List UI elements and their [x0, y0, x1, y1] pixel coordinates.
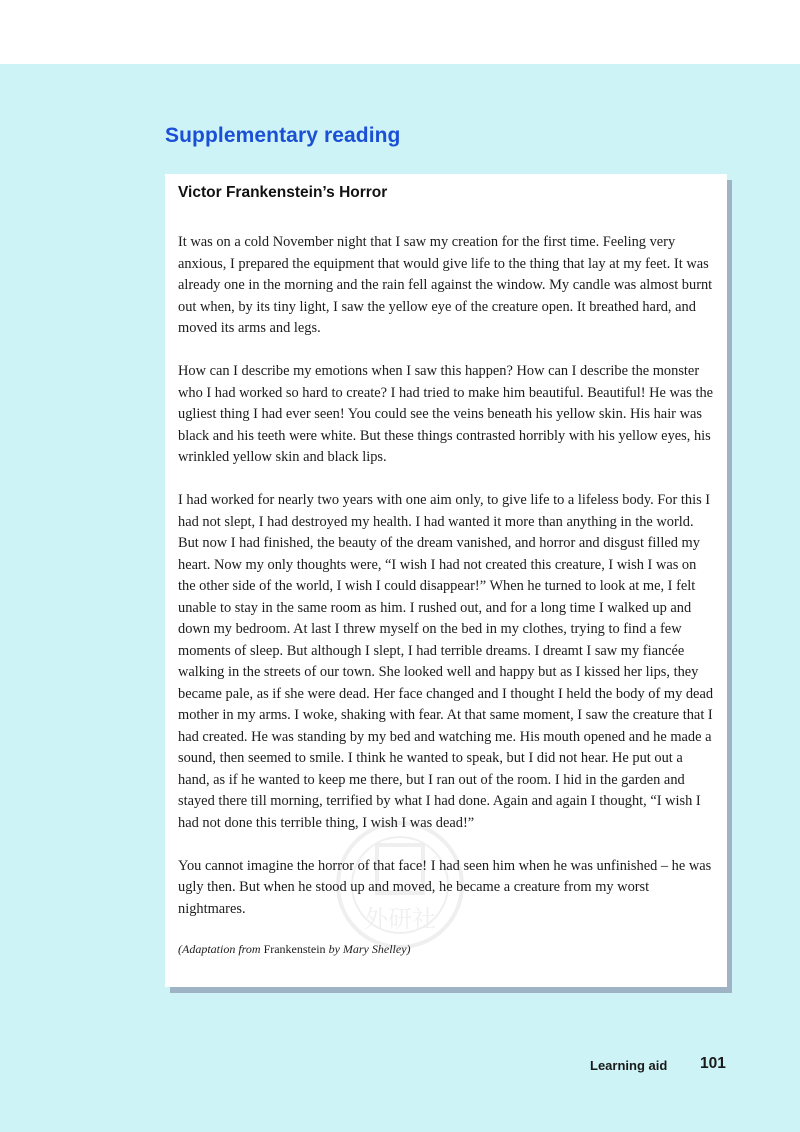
top-margin [0, 0, 800, 64]
source-suffix: by Mary Shelley) [325, 941, 411, 956]
source-attribution [178, 942, 715, 957]
paragraph: You cannot imagine the horror of that face! I had seen him when he was unfinished – he was ugly then. But when he stood up and moved, he became a creature from my worst nightmares. [178, 857, 712, 917]
section-title: Supplementary reading [165, 124, 401, 147]
source-work-title: Frankenstein [263, 941, 326, 956]
page-number: 101 [700, 1055, 726, 1072]
paragraph: How can I describe my emotions when I saw this happen? How can I describe the monster who I had worked so hard to create? I had tried to make him beautiful. Beautiful! He was the ugliest thing I had ever seen! You could see the veins beneath his yellow skin. His hair was black and his teeth were white. But these things contrasted horribly with his yellow eyes, his wrinkled yellow skin and black lips. [178, 363, 714, 465]
paragraph: It was on a cold November night that I saw my creation for the first time. Feeling very anxious, I prepared the equipment that would give life to the thing that lay at my feet. It was already one in the morning and the rain fell against the window. My candle was almost burnt out when, by its tiny light, I saw the yellow eye of the creature open. It breathed hard, and moved its arms and legs. [178, 234, 713, 336]
reading-card [165, 174, 727, 987]
source-prefix: (Adaptation from [178, 941, 264, 956]
article-title: Victor Frankenstein’s Horror [178, 184, 388, 201]
article-body [178, 232, 715, 920]
paragraph: I had worked for nearly two years with one aim only, to give life to a lifeless body. For this I had not slept, I had destroyed my health. I had wanted it more than anything in the world. But now I had finished, the beauty of the dream vanished, and horror and disgust filled my heart. Now my only thoughts were, “I wish I had not created this creature, I wish I was on the other side of the world, I wish I could disappear!” When he turned to look at me, I felt unable to stay in the same room as him. I rushed out, and for a long time I walked up and down my bedroom. At last I threw myself on the bed in my clothes, trying to find a few moments of sleep. But although I slept, I had terrible dreams. I dreamt I saw my fiancée walking in the streets of our town. She looked well and happy but as I kissed her lips, they became pale, as if she were dead. Her face changed and I thought I held the body of my dead mother in my arms. I woke, shaking with fear. At that same moment, I saw the creature that I had created. He was standing by my bed and watching me. His mouth opened and he made a sound, then seemed to smile. I think he wanted to speak, but I did not hear. He put out a hand, as if he wanted to keep me there, but I ran out of the room. I hid in the garden and stayed there till morning, terrified by what I had done. Again and again I thought, “I wish I had not done this terrible thing, I wish I was dead!” [178, 492, 714, 831]
footer-label: Learning aid [590, 1058, 668, 1073]
